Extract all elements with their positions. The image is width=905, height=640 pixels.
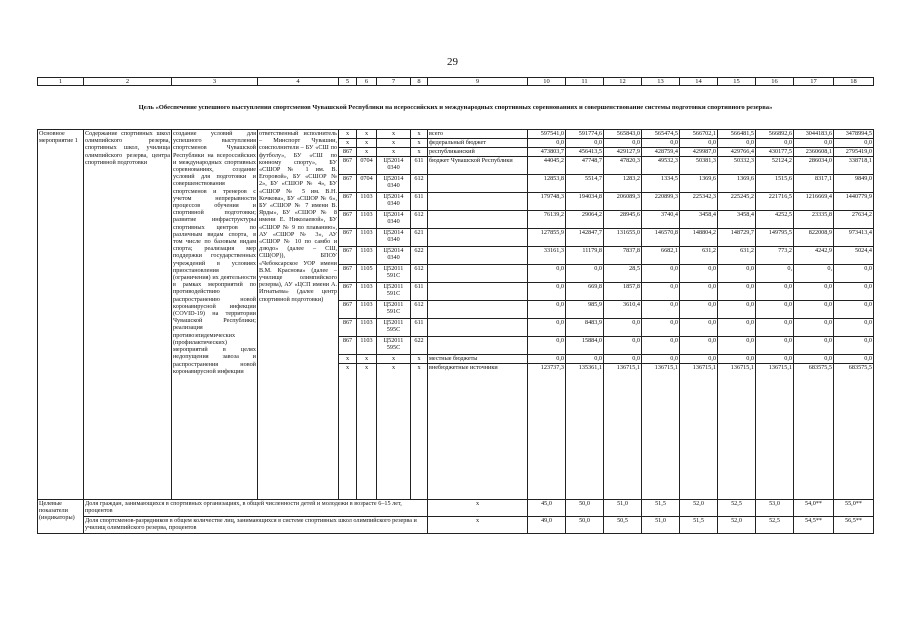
code-cell-c8: x <box>411 139 428 148</box>
code-cell-c7: Ц52011 591С <box>377 301 411 319</box>
code-cell-c6: 1105 <box>357 265 377 283</box>
indicator-value: 50,0 <box>566 500 604 517</box>
finance-row <box>38 130 874 139</box>
amount-cell: 3458,4 <box>718 211 756 229</box>
amount-cell: 3044183,6 <box>794 130 834 139</box>
amount-cell: 0,0 <box>680 319 718 337</box>
amount-cell: 0,0 <box>642 139 680 148</box>
amount-cell: 149795,5 <box>756 229 794 247</box>
amount-cell: 0,0 <box>834 139 874 148</box>
amount-cell: 76139,2 <box>528 211 566 229</box>
code-cell-c5: x <box>339 139 357 148</box>
column-header: 6 <box>357 78 377 86</box>
amount-cell: 973413,4 <box>834 229 874 247</box>
amount-cell: 127855,9 <box>528 229 566 247</box>
code-cell-c5: x <box>339 130 357 139</box>
column-header-row <box>38 78 874 86</box>
indicator-value: 54,5** <box>794 517 834 534</box>
measure-col2: Содержание спортивных школ олимпийского резерва, спортивных школ, училища олимпийского резерва, центра спортивной подготовки <box>84 130 172 500</box>
amount-cell: 123737,3 <box>528 364 566 500</box>
amount-cell: 1369,6 <box>718 175 756 193</box>
amount-cell: 136715,1 <box>756 364 794 500</box>
code-cell-c7: Ц52014 0340 <box>377 193 411 211</box>
amount-cell: 0,0 <box>834 301 874 319</box>
measure-col4: ответственный исполнитель – Минспорт Чувашии, соисполнители – БУ «СШ по футболу», БУ «СШ по конному спорту», БУ «СШОР № 1 им. В. Егоровой», БУ «СШОР № 2», БУ «СШОР № 4», БУ «СШОР № 5 им. В.Н. Кочкова», БУ «СШОР № 6», БУ «СШОР № 7 имени В. Ярды», БУ «СШОР № 8 имени Е. Николаевой», БУ «СШОР № 9 по плаванию», АУ «СШОР № 3», АУ «СШОР № 10 по самбо и дзюдо» (далее – СШ, СШ(ОР)), БПОУ «Чебоксарское УОР имени В.М. Краснова» (далее – училище олимпийского резерва), АУ «ЦСП имени А. Игнатьева» (далее центр спортивной подготовки) <box>258 130 339 500</box>
amount-cell: 50332,3 <box>718 157 756 175</box>
amount-cell: 456413,5 <box>566 148 604 157</box>
amount-cell: 0,0 <box>642 319 680 337</box>
indicator-value: 52,0 <box>680 500 718 517</box>
amount-cell: 0,0 <box>566 355 604 364</box>
amount-cell: 28945,6 <box>604 211 642 229</box>
measure-col1: Основное мероприятие 1 <box>38 130 84 500</box>
column-header: 17 <box>794 78 834 86</box>
amount-cell: 597541,0 <box>528 130 566 139</box>
amount-cell: 11179,8 <box>566 247 604 265</box>
amount-cell: 683575,5 <box>834 364 874 500</box>
amount-cell: 3458,4 <box>680 211 718 229</box>
amount-cell: 7837,8 <box>604 247 642 265</box>
amount-cell: 0,0 <box>528 337 566 355</box>
amount-cell: 225245,2 <box>718 193 756 211</box>
code-cell-c7: Ц52011 591С <box>377 283 411 301</box>
indicator-value: 52,5 <box>718 500 756 517</box>
code-cell-c8: 622 <box>411 247 428 265</box>
code-cell-c5: 867 <box>339 229 357 247</box>
amount-cell: 0,0 <box>528 319 566 337</box>
code-cell-c8: 612 <box>411 175 428 193</box>
code-cell-c7: Ц52014 0340 <box>377 175 411 193</box>
code-cell-c5: 867 <box>339 157 357 175</box>
code-cell-c8: x <box>411 364 428 500</box>
amount-cell: 1369,6 <box>680 175 718 193</box>
amount-cell: 23335,8 <box>794 211 834 229</box>
amount-cell: 6682,1 <box>642 247 680 265</box>
code-cell-c6: 1103 <box>357 283 377 301</box>
amount-cell: 0,0 <box>528 139 566 148</box>
funding-source: внебюджетные источники <box>428 364 528 500</box>
funding-source <box>428 283 528 301</box>
amount-cell: 5514,7 <box>566 175 604 193</box>
amount-cell: 0,0 <box>680 139 718 148</box>
amount-cell: 52124,2 <box>756 157 794 175</box>
amount-cell: 0,0 <box>756 283 794 301</box>
code-cell-c6: 0704 <box>357 175 377 193</box>
amount-cell: 1440779,9 <box>834 193 874 211</box>
code-cell-c6: 1103 <box>357 319 377 337</box>
amount-cell: 0,0 <box>834 319 874 337</box>
code-cell-c5: 867 <box>339 247 357 265</box>
column-header: 16 <box>756 78 794 86</box>
amount-cell: 0,0 <box>566 265 604 283</box>
code-cell-c6: 1103 <box>357 193 377 211</box>
amount-cell: 142847,7 <box>566 229 604 247</box>
code-cell-c8: x <box>411 355 428 364</box>
amount-cell: 0,0 <box>642 301 680 319</box>
column-header: 5 <box>339 78 357 86</box>
indicator-value: 50,0 <box>566 517 604 534</box>
amount-cell: 0,0 <box>794 301 834 319</box>
funding-source <box>428 229 528 247</box>
amount-cell: 12853,8 <box>528 175 566 193</box>
column-header: 2 <box>84 78 172 86</box>
amount-cell: 0,0 <box>566 139 604 148</box>
amount-cell: 194034,8 <box>566 193 604 211</box>
amount-cell: 0,0 <box>794 337 834 355</box>
amount-cell: 0,0 <box>604 337 642 355</box>
code-cell-c8: 611 <box>411 319 428 337</box>
amount-cell: 0,0 <box>528 301 566 319</box>
amount-cell: 0,0 <box>718 319 756 337</box>
amount-cell: 286034,0 <box>794 157 834 175</box>
column-header: 11 <box>566 78 604 86</box>
code-cell-c6: x <box>357 148 377 157</box>
amount-cell: 0, <box>794 265 834 283</box>
amount-cell: 428759,4 <box>642 148 680 157</box>
amount-cell: 0,0 <box>756 337 794 355</box>
indicators-label: Целевые показатели (индикаторы) <box>38 500 84 534</box>
code-cell-c6: 1103 <box>357 211 377 229</box>
code-cell-c8: 611 <box>411 157 428 175</box>
indicator-value: 55,0** <box>834 500 874 517</box>
code-cell-c7: x <box>377 148 411 157</box>
amount-cell: 15884,0 <box>566 337 604 355</box>
amount-cell: 566892,6 <box>756 130 794 139</box>
code-cell-c5: 867 <box>339 148 357 157</box>
amount-cell: 0,0 <box>718 265 756 283</box>
amount-cell: 33161,3 <box>528 247 566 265</box>
amount-cell: 206089,3 <box>604 193 642 211</box>
amount-cell: 9849,0 <box>834 175 874 193</box>
funding-source <box>428 319 528 337</box>
amount-cell: 429987,0 <box>680 148 718 157</box>
amount-cell: 0,0 <box>680 265 718 283</box>
amount-cell: 631,2 <box>680 247 718 265</box>
amount-cell: 220899,3 <box>642 193 680 211</box>
code-cell-c6: 1103 <box>357 337 377 355</box>
amount-cell: 44045,2 <box>528 157 566 175</box>
amount-cell: 8483,9 <box>566 319 604 337</box>
amount-cell: 566481,5 <box>718 130 756 139</box>
indicator-value: 53,0 <box>756 500 794 517</box>
column-header: 15 <box>718 78 756 86</box>
amount-cell: 49532,3 <box>642 157 680 175</box>
column-header: 4 <box>258 78 339 86</box>
code-cell-c8: x <box>411 148 428 157</box>
column-header: 10 <box>528 78 566 86</box>
indicator-value: 49,0 <box>528 517 566 534</box>
amount-cell: 4252,5 <box>756 211 794 229</box>
amount-cell: 985,9 <box>566 301 604 319</box>
amount-cell: 148729,7 <box>718 229 756 247</box>
amount-cell: 1283,2 <box>604 175 642 193</box>
amount-cell: 135361,1 <box>566 364 604 500</box>
amount-cell: 1857,8 <box>604 283 642 301</box>
amount-cell: 0,0 <box>794 139 834 148</box>
amount-cell: 136715,1 <box>680 364 718 500</box>
amount-cell: 221716,5 <box>756 193 794 211</box>
amount-cell: 0,0 <box>834 337 874 355</box>
amount-cell: 0,0 <box>528 265 566 283</box>
code-cell-c8: 612 <box>411 211 428 229</box>
code-cell-c7: Ц52014 0340 <box>377 157 411 175</box>
indicator-value: 52,0 <box>718 517 756 534</box>
amount-cell: 0,0 <box>642 355 680 364</box>
amount-cell: 136715,1 <box>642 364 680 500</box>
funding-source <box>428 211 528 229</box>
amount-cell: 136715,1 <box>718 364 756 500</box>
code-cell-c8: 611 <box>411 193 428 211</box>
code-cell-c5: x <box>339 355 357 364</box>
amount-cell: 0,0 <box>642 337 680 355</box>
amount-cell: 0,0 <box>604 319 642 337</box>
funding-source <box>428 247 528 265</box>
column-header: 14 <box>680 78 718 86</box>
amount-cell: 2795419,0 <box>834 148 874 157</box>
amount-cell: 0,0 <box>528 283 566 301</box>
amount-cell: 2360608,1 <box>794 148 834 157</box>
amount-cell: 5024,4 <box>834 247 874 265</box>
column-header: 18 <box>834 78 874 86</box>
code-cell-c7: x <box>377 130 411 139</box>
indicator-value: 56,5** <box>834 517 874 534</box>
code-cell-c6: x <box>357 355 377 364</box>
code-cell-c5: 867 <box>339 337 357 355</box>
code-cell-c5: 867 <box>339 265 357 283</box>
amount-cell: 8317,1 <box>794 175 834 193</box>
indicator-value: 52,5 <box>756 517 794 534</box>
amount-cell: 566702,1 <box>680 130 718 139</box>
code-cell-c5: 867 <box>339 319 357 337</box>
funding-source <box>428 193 528 211</box>
amount-cell: 0,0 <box>718 337 756 355</box>
amount-cell: 0,0 <box>718 355 756 364</box>
code-cell-c6: 1103 <box>357 301 377 319</box>
column-header: 8 <box>411 78 428 86</box>
code-cell-c8: 622 <box>411 337 428 355</box>
amount-cell: 565843,0 <box>604 130 642 139</box>
amount-cell: 0,0 <box>794 283 834 301</box>
code-cell-c7: Ц52014 0340 <box>377 211 411 229</box>
funding-source: бюджет Чувашской Республики <box>428 157 528 175</box>
amount-cell: 0,0 <box>718 301 756 319</box>
amount-cell: 0,0 <box>642 283 680 301</box>
code-cell-c7: x <box>377 355 411 364</box>
amount-cell: 1515,6 <box>756 175 794 193</box>
column-header: 1 <box>38 78 84 86</box>
amount-cell: 0,0 <box>794 355 834 364</box>
code-cell-c7: Ц52011 595С <box>377 319 411 337</box>
code-cell-c8: 611 <box>411 283 428 301</box>
amount-cell: 131655,0 <box>604 229 642 247</box>
code-cell-c6: 1103 <box>357 229 377 247</box>
amount-cell: 0,0 <box>756 319 794 337</box>
amount-cell: 0, <box>756 265 794 283</box>
amount-cell: 0,0 <box>680 337 718 355</box>
code-cell-c5: x <box>339 364 357 500</box>
code-cell-c7: Ц52011 591С <box>377 265 411 283</box>
column-header: 12 <box>604 78 642 86</box>
funding-source <box>428 301 528 319</box>
indicator-value: 45,0 <box>528 500 566 517</box>
code-cell-c5: 867 <box>339 301 357 319</box>
amount-cell: 0,0 <box>604 139 642 148</box>
program-table <box>37 77 874 534</box>
amount-cell: 47748,7 <box>566 157 604 175</box>
amount-cell: 0,0 <box>680 355 718 364</box>
code-cell-c7: x <box>377 139 411 148</box>
indicator-value: 51,0 <box>642 517 680 534</box>
amount-cell: 822008,9 <box>794 229 834 247</box>
goal-text: Цель «Обеспечение успешного выступления спортсменов Чувашской Республики на всероссийских и международных спортивных соревнованиях и совершенствование системы подготовки спортивного резерва» <box>38 86 874 130</box>
indicator-value: 51,5 <box>680 517 718 534</box>
amount-cell: 0,0 <box>642 265 680 283</box>
column-header: 3 <box>172 78 258 86</box>
amount-cell: 225342,3 <box>680 193 718 211</box>
amount-cell: 3740,4 <box>642 211 680 229</box>
amount-cell: 429766,4 <box>718 148 756 157</box>
amount-cell: 0,0 <box>794 319 834 337</box>
code-cell-c5: 867 <box>339 193 357 211</box>
code-cell-c5: 867 <box>339 283 357 301</box>
amount-cell: 0,0 <box>834 265 874 283</box>
amount-cell: 0,0 <box>756 301 794 319</box>
column-header: 9 <box>428 78 528 86</box>
amount-cell: 3610,4 <box>604 301 642 319</box>
indicator-text: Доля спортсменов-разрядников в общем количестве лиц, занимающихся в системе спортивных школ олимпийского резерва и училищ олимпийского резерва, процентов <box>84 517 428 534</box>
code-cell-c7: Ц52014 0340 <box>377 229 411 247</box>
indicator-row <box>38 500 874 517</box>
code-cell-c8: 612 <box>411 301 428 319</box>
amount-cell: 0,0 <box>718 139 756 148</box>
code-cell-c5: 867 <box>339 175 357 193</box>
amount-cell: 565474,5 <box>642 130 680 139</box>
funding-source: федеральный бюджет <box>428 139 528 148</box>
code-cell-c7: x <box>377 364 411 500</box>
code-cell-c6: 0704 <box>357 157 377 175</box>
code-cell-c8: x <box>411 130 428 139</box>
amount-cell: 27634,2 <box>834 211 874 229</box>
amount-cell: 0,0 <box>680 301 718 319</box>
code-cell-c5: 867 <box>339 211 357 229</box>
indicator-row <box>38 517 874 534</box>
amount-cell: 148804,2 <box>680 229 718 247</box>
funding-source: местные бюджеты <box>428 355 528 364</box>
amount-cell: 773,2 <box>756 247 794 265</box>
amount-cell: 669,8 <box>566 283 604 301</box>
code-cell-c7: Ц52011 595С <box>377 337 411 355</box>
funding-source: всего <box>428 130 528 139</box>
amount-cell: 591774,6 <box>566 130 604 139</box>
code-cell-c6: 1103 <box>357 247 377 265</box>
funding-source <box>428 175 528 193</box>
amount-cell: 429127,9 <box>604 148 642 157</box>
funding-source <box>428 265 528 283</box>
amount-cell: 0,0 <box>756 139 794 148</box>
code-cell-c6: x <box>357 139 377 148</box>
indicator-value: 51,0 <box>604 500 642 517</box>
amount-cell: 0,0 <box>528 355 566 364</box>
amount-cell: 1334,5 <box>642 175 680 193</box>
column-header: 7 <box>377 78 411 86</box>
amount-cell: 0,0 <box>756 355 794 364</box>
amount-cell: 50381,3 <box>680 157 718 175</box>
funding-source: республиканский <box>428 148 528 157</box>
page-number: 29 <box>447 56 458 68</box>
code-cell-c6: x <box>357 130 377 139</box>
code-cell-c8: 621 <box>411 229 428 247</box>
indicator-value: 50,5 <box>604 517 642 534</box>
measure-col3: создание условий для успешного выступления спортсменов Чувашской Республики на всероссийских и международных спортивных соревнованиях, создание условий для подготовки и совершенствования спортсменов и тренеров с учетом непрерывности процессов обучения и спортивной подготовки; развитие инфраструктуры спортивных центров по различным видам спорта, в том числе по базовым видам спорта; реализация мер поддержки государственных учреждений в условиях приостановления (ограничения) их деятельности в рамках мероприятий по противодействию распространению новой коронавирусной инфекции (COVID-19) на территории Чувашской Республики; реализация противоэпидемических (профилактических) мероприятий в целях недопущения завоза и распространения новой коронавирусной инфекции <box>172 130 258 500</box>
indicator-value: 54,0** <box>794 500 834 517</box>
amount-cell: 683575,5 <box>794 364 834 500</box>
code-cell-c6: x <box>357 364 377 500</box>
indicator-x: х <box>428 500 528 517</box>
funding-source <box>428 337 528 355</box>
indicator-text: Доля граждан, занимающихся в спортивных организациях, в общей численности детей и молодежи в возрасте 6–15 лет, процентов <box>84 500 428 517</box>
amount-cell: 4242,9 <box>794 247 834 265</box>
amount-cell: 0,0 <box>604 355 642 364</box>
code-cell-c7: Ц52014 0340 <box>377 247 411 265</box>
amount-cell: 179748,3 <box>528 193 566 211</box>
amount-cell: 28,5 <box>604 265 642 283</box>
amount-cell: 1216669,4 <box>794 193 834 211</box>
amount-cell: 3478994,5 <box>834 130 874 139</box>
amount-cell: 29064,2 <box>566 211 604 229</box>
amount-cell: 631,2 <box>718 247 756 265</box>
amount-cell: 0,0 <box>680 283 718 301</box>
amount-cell: 146570,8 <box>642 229 680 247</box>
amount-cell: 0,0 <box>718 283 756 301</box>
indicator-value: 51,5 <box>642 500 680 517</box>
amount-cell: 136715,1 <box>604 364 642 500</box>
amount-cell: 430177,5 <box>756 148 794 157</box>
amount-cell: 338718,1 <box>834 157 874 175</box>
indicator-x: х <box>428 517 528 534</box>
amount-cell: 473803,7 <box>528 148 566 157</box>
code-cell-c8: 612 <box>411 265 428 283</box>
column-header: 13 <box>642 78 680 86</box>
amount-cell: 47820,3 <box>604 157 642 175</box>
amount-cell: 0,0 <box>834 283 874 301</box>
amount-cell: 0,0 <box>834 355 874 364</box>
